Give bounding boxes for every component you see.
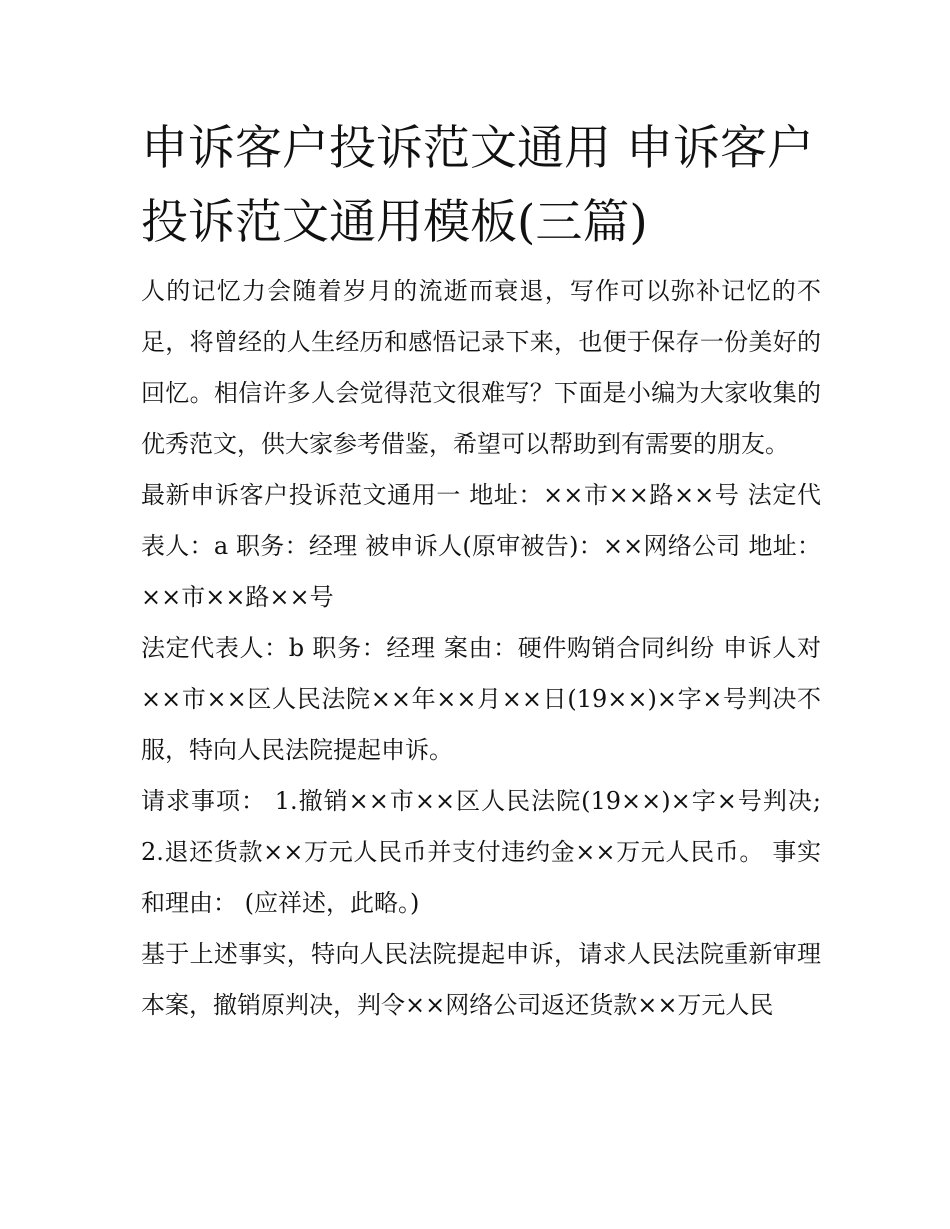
paragraph-conclusion: 基于上述事实，特向人民法院提起申诉，请求人民法院重新审理本案，撤销原判决，判令××网络公司返还货款××万元人民 — [141, 940, 821, 1019]
paragraph-requests: 请求事项： 1.撤销××市××区人民法院(19××)×字×号判决; 2.退还货款××万元人民币并支付违约金××万元人民币。 事实和理由： (应祥述，此略。) — [141, 787, 821, 917]
document-title: 申诉客户投诉范文通用 申诉客户投诉范文通用模板(三篇) — [141, 121, 814, 250]
paragraph-appellant-info: 最新申诉客户投诉范文通用一 地址：××市××路××号 法定代表人：a 职务：经理 被申诉人(原审被告)：××网络公司 地址：××市××路××号 — [141, 481, 821, 611]
paragraph-intro: 人的记忆力会随着岁月的流逝而衰退，写作可以弥补记忆的不足，将曾经的人生经历和感悟记录下来，也便于保存一份美好的回忆。相信许多人会觉得范文很难写？下面是小编为大家收集的优秀范文，供大家参考借鉴，希望可以帮助到有需要的朋友。 — [141, 277, 821, 458]
paragraph-case-cause: 法定代表人：b 职务：经理 案由：硬件购销合同纠纷 申诉人对××市××区人民法院××年××月××日(19××)×字×号判决不服，特向人民法院提起申诉。 — [141, 634, 821, 764]
document-body — [141, 112, 821, 1031]
